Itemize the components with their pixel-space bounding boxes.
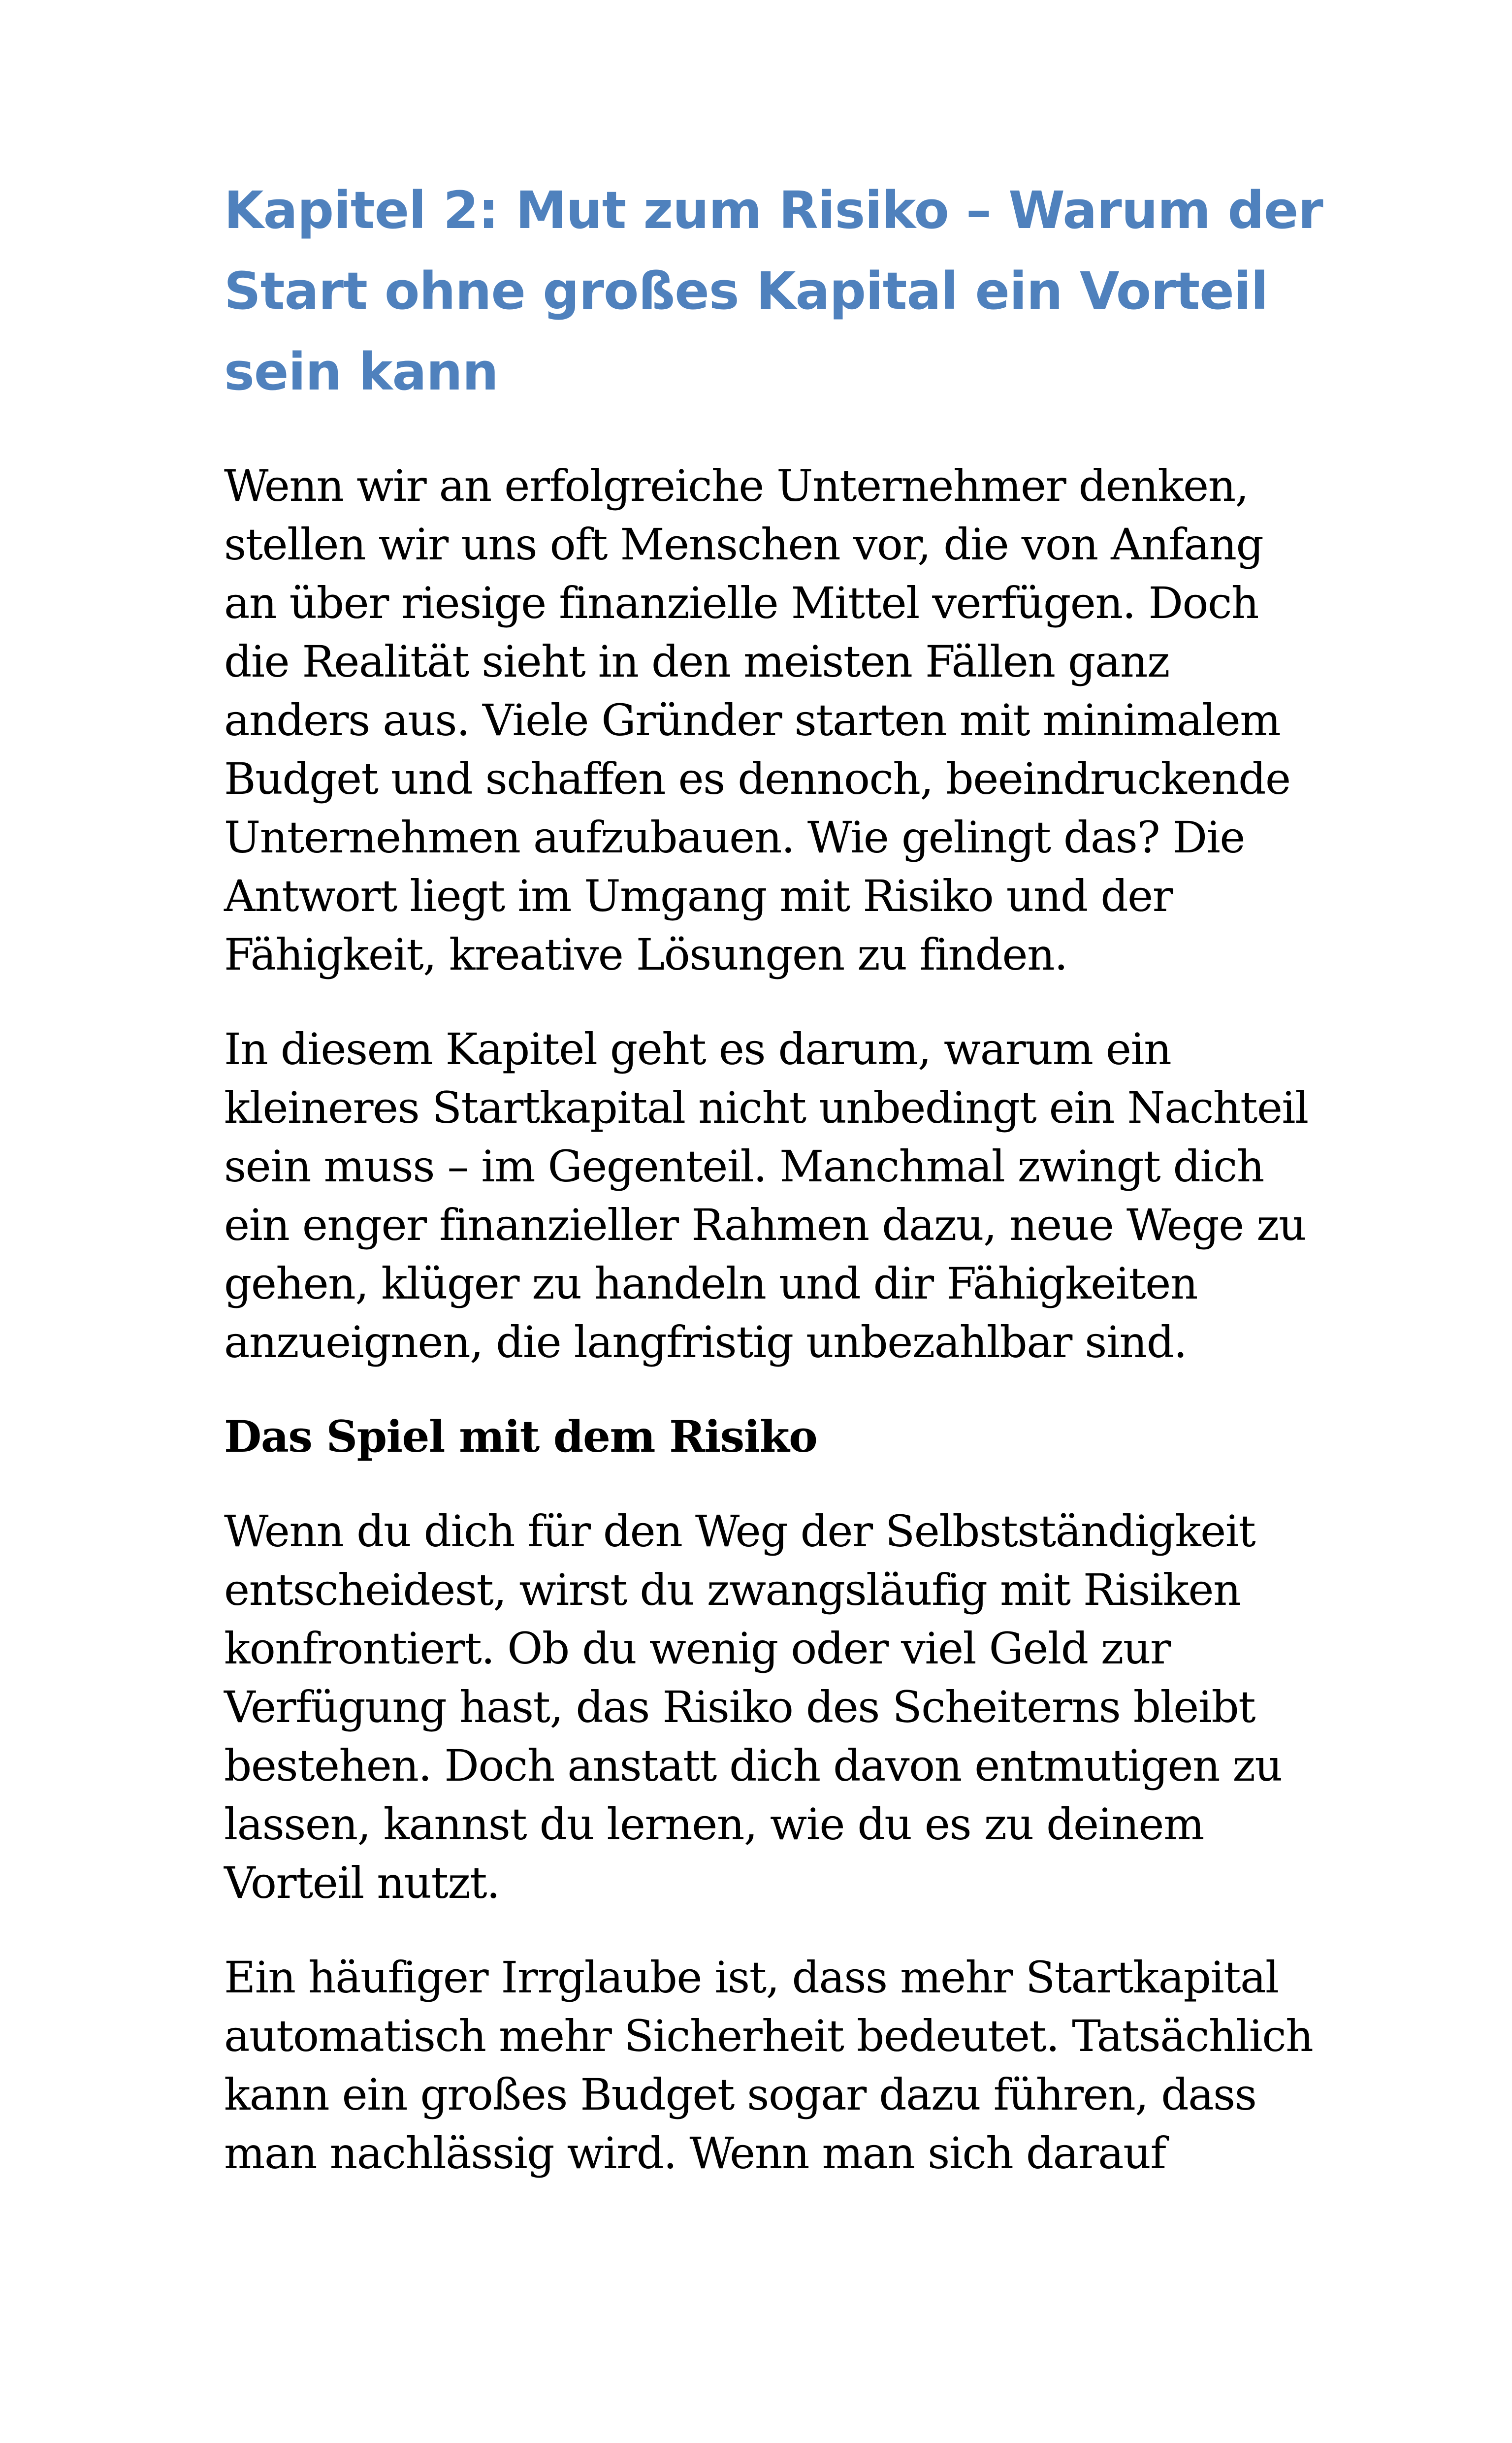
text-line: Wenn wir an erfolgreiche Unternehmer denken, <box>224 460 1249 511</box>
section-heading: Das Spiel mit dem Risiko <box>224 1411 817 1462</box>
text-line: Verfügung hast, das Risiko des Scheiterns bleibt <box>224 1682 1255 1732</box>
text-line: In diesem Kapitel geht es darum, warum ein <box>224 1024 1171 1075</box>
text-line: gehen, klüger zu handeln und dir Fähigkeiten <box>224 1258 1197 1309</box>
text-line: Antwort liegt im Umgang mit Risiko und der <box>224 871 1173 921</box>
text-line: entscheidest, wirst du zwangsläufig mit Risiken <box>224 1564 1241 1615</box>
page-content <box>224 170 1327 2218</box>
text-line: kann ein großes Budget sogar dazu führen, dass <box>224 2069 1256 2120</box>
text-line: konfrontiert. Ob du wenig oder viel Geld zur <box>224 1623 1170 1674</box>
text-line: automatisch mehr Sicherheit bedeutet. Tatsächlich <box>224 2011 1313 2061</box>
text-line: ein enger finanzieller Rahmen dazu, neue Wege zu <box>224 1200 1306 1250</box>
text-line: Vorteil nutzt. <box>224 1857 500 1908</box>
text-line: Unternehmen aufzubauen. Wie gelingt das? Die <box>224 812 1245 863</box>
text-line: die Realität sieht in den meisten Fällen ganz <box>224 636 1169 687</box>
text-line: lassen, kannst du lernen, wie du es zu deinem <box>224 1799 1204 1850</box>
text-line: bestehen. Doch anstatt dich davon entmutigen zu <box>224 1740 1282 1791</box>
intro-paragraph-2 <box>224 1020 1327 1371</box>
chapter-title-line: sein kann <box>224 342 498 402</box>
text-line: anders aus. Viele Gründer starten mit minimalem <box>224 695 1281 746</box>
text-line: an über riesige finanzielle Mittel verfügen. Doch <box>224 578 1258 628</box>
text-line: man nachlässig wird. Wenn man sich darauf <box>224 2128 1166 2179</box>
section-paragraph-2 <box>224 1948 1327 2182</box>
section-paragraph-1 <box>224 1502 1327 1912</box>
text-line: anzueignen, die langfristig unbezahlbar sind. <box>224 1317 1187 1368</box>
intro-paragraph-1 <box>224 456 1327 984</box>
text-line: kleineres Startkapital nicht unbedingt ein Nachteil <box>224 1082 1308 1133</box>
chapter-title <box>224 170 1327 412</box>
text-line: Fähigkeit, kreative Lösungen zu finden. <box>224 929 1067 980</box>
chapter-title-line: Kapitel 2: Mut zum Risiko – Warum der <box>224 180 1323 240</box>
text-line: Wenn du dich für den Weg der Selbstständigkeit <box>224 1506 1255 1557</box>
text-line: sein muss – im Gegenteil. Manchmal zwingt dich <box>224 1141 1264 1192</box>
text-line: stellen wir uns oft Menschen vor, die von Anfang <box>224 519 1263 570</box>
text-line: Budget und schaffen es dennoch, beeindruckende <box>224 753 1290 804</box>
text-line: Ein häufiger Irrglaube ist, dass mehr Startkapital <box>224 1952 1279 2003</box>
chapter-title-line: Start ohne großes Kapital ein Vorteil <box>224 261 1268 321</box>
